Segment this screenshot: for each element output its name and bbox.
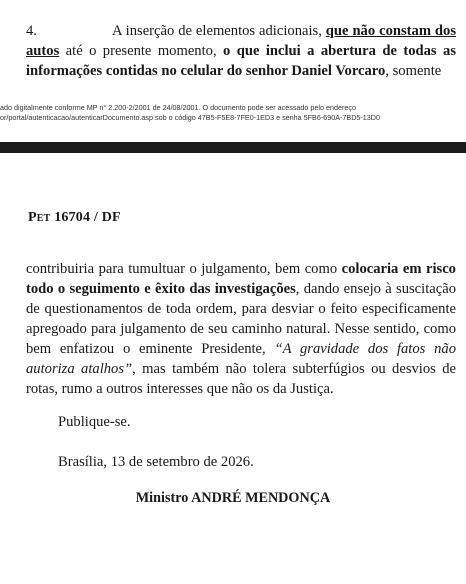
paragraph-text: A inserção de elementos adicionais, (112, 23, 326, 39)
paragraph-text: , mas também não tolera subterfúgios ou desvios de rotas, rumo a outros interesses que não os da Justiça. (26, 361, 456, 397)
page-separator (0, 142, 466, 153)
case-prefix: Pet (28, 210, 51, 225)
paragraph-emphasis: colocaria em risco todo o seguimento e êxito das investigações (26, 261, 456, 297)
previous-page (0, 0, 466, 142)
main-paragraph (26, 259, 456, 399)
case-header (28, 210, 121, 226)
signature-name: ANDRÉ MENDONÇA (191, 490, 331, 506)
paragraph-number: 4. (26, 23, 37, 39)
signature-line (0, 490, 466, 507)
paragraph-emphasis-1: que não constam dos autos (26, 23, 456, 59)
paragraph-text: até o presente momento, (59, 43, 224, 59)
signature-title: Ministro (135, 490, 192, 506)
digital-signature-note-line2: or/portal/autenticacao/autenticarDocumento.asp sob o código 47B5-F5E8-7FE0-1ED3 e senha 5FB6-690A-7BD5-13D0 (0, 113, 380, 122)
quoted-text: “A gravidade dos fatos não autoriza atalhos” (26, 341, 456, 377)
case-number: 16704 / DF (50, 210, 121, 225)
publique-se-line: Publique-se. (58, 414, 131, 430)
digital-signature-note-line1: ado digitalmente conforme MP n° 2.200-2/2001 de 24/08/2001. O documento pode ser acessado pelo endereço (0, 103, 356, 112)
paragraph-4 (26, 21, 456, 81)
paragraph-emphasis-2: o que inclui a abertura de todas as informações contidas no celular do senhor Daniel Vorcaro (26, 43, 457, 79)
paragraph-text: contribuiria para tumultuar o julgamento, bem como (26, 261, 342, 277)
paragraph-text: , dando ensejo à suscitação de questionamentos de toda ordem, para desviar o feito especificamente apregoado para julgamento de seu caminho natural. Nesse sentido, como bem enfatizou o eminente Presidente, (26, 281, 456, 357)
date-line: Brasília, 13 de setembro de 2026. (58, 454, 254, 470)
paragraph-text: , somente (385, 63, 442, 79)
